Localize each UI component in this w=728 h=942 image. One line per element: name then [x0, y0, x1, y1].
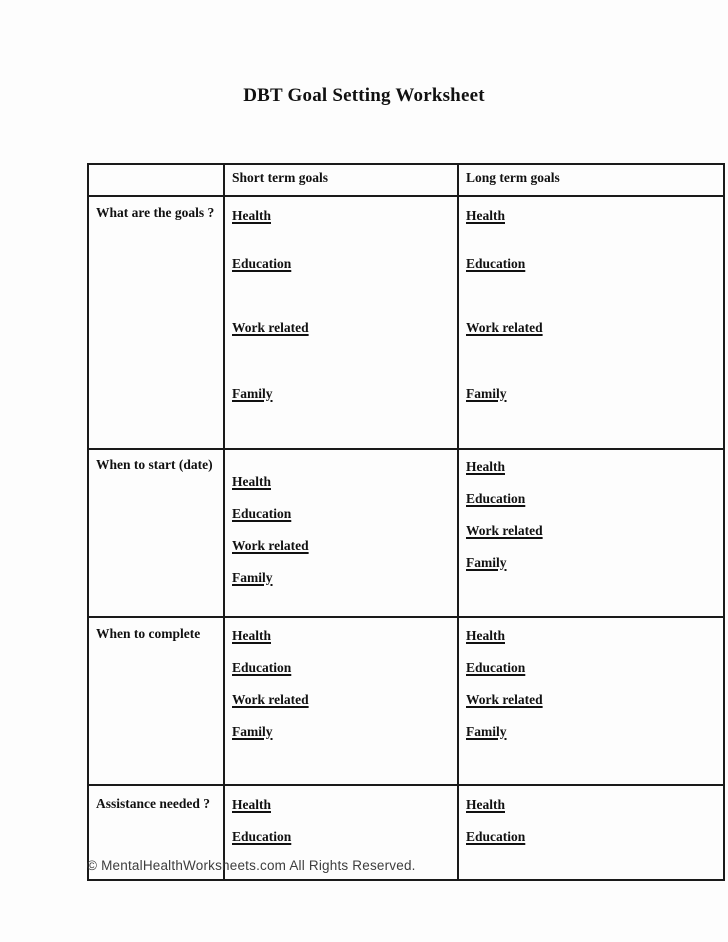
goal-item-health: Health	[232, 474, 271, 489]
cell-complete-short-term	[224, 617, 458, 785]
row-label-when-to-complete: When to complete	[88, 617, 224, 785]
goal-item-education: Education	[466, 660, 526, 675]
goal-item-health: Health	[466, 459, 505, 474]
goal-item-health: Health	[466, 628, 505, 643]
goal-item-work-related: Work related	[466, 523, 543, 538]
goal-item-family: Family	[466, 724, 507, 739]
goal-item-work-related: Work related	[232, 692, 309, 707]
goal-item-health: Health	[466, 797, 505, 812]
goal-item-education: Education	[232, 256, 292, 271]
goal-item-family: Family	[232, 570, 273, 585]
goal-item-family: Family	[466, 555, 507, 570]
table-header-row	[88, 164, 724, 196]
table-row-when-to-start	[88, 449, 724, 617]
goal-item-family: Family	[466, 386, 507, 401]
goal-item-work-related: Work related	[466, 320, 543, 335]
cell-complete-long-term	[458, 617, 724, 785]
goal-item-education: Education	[232, 829, 292, 844]
goal-item-work-related: Work related	[232, 538, 309, 553]
cell-start-long-term	[458, 449, 724, 617]
row-label-what-are-the-goals: What are the goals ?	[88, 196, 224, 449]
header-long-term-goals: Long term goals	[458, 164, 724, 196]
goal-item-education: Education	[466, 491, 526, 506]
table-row-what-are-the-goals	[88, 196, 724, 449]
goal-item-health: Health	[232, 208, 271, 223]
goal-item-health: Health	[232, 797, 271, 812]
cell-assistance-long-term	[458, 785, 724, 880]
page-title: DBT Goal Setting Worksheet	[243, 85, 485, 106]
goal-item-health: Health	[232, 628, 271, 643]
goal-item-education: Education	[232, 660, 292, 675]
goal-item-family: Family	[232, 724, 273, 739]
goal-item-family: Family	[232, 386, 273, 401]
goals-table	[87, 163, 725, 881]
header-short-term-goals: Short term goals	[224, 164, 458, 196]
copyright-footer: © MentalHealthWorksheets.com All Rights Reserved.	[87, 858, 416, 873]
goal-item-education: Education	[466, 829, 526, 844]
cell-goals-short-term	[224, 196, 458, 449]
table-row-when-to-complete	[88, 617, 724, 785]
goal-item-health: Health	[466, 208, 505, 223]
header-empty-cell	[88, 164, 224, 196]
row-label-when-to-start: When to start (date)	[88, 449, 224, 617]
goal-item-education: Education	[466, 256, 526, 271]
goal-item-work-related: Work related	[232, 320, 309, 335]
cell-start-short-term	[224, 449, 458, 617]
goal-item-work-related: Work related	[466, 692, 543, 707]
cell-goals-long-term	[458, 196, 724, 449]
goal-item-education: Education	[232, 506, 292, 521]
row-label-assistance-needed: Assistance needed ?	[88, 785, 224, 880]
